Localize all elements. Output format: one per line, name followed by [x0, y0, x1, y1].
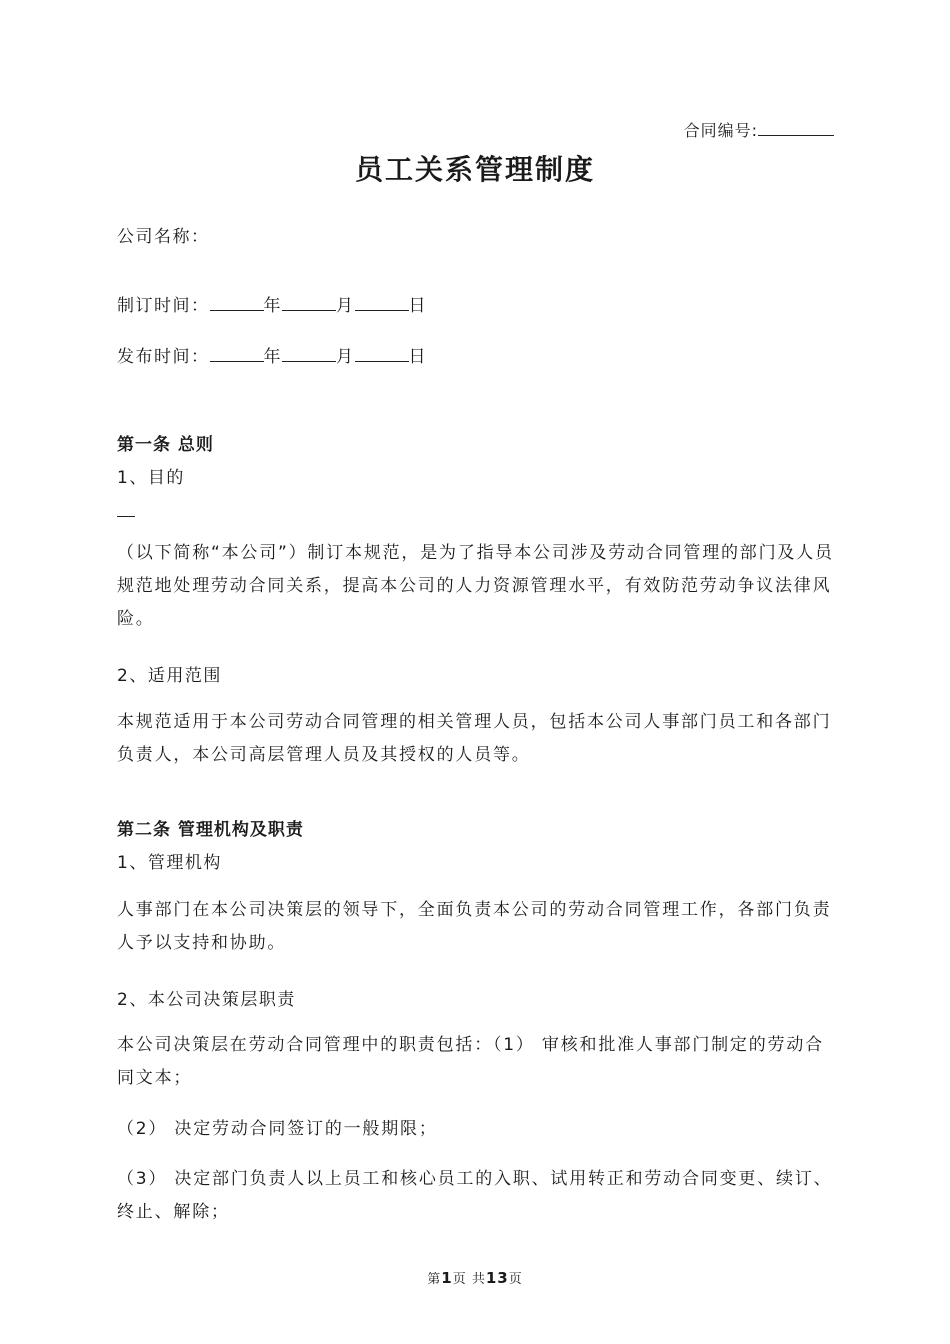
section-2-sub-2: 2、本公司决策层职责 [117, 990, 296, 1010]
section-1-paragraph-1: （以下简称“本公司”）制订本规范，是为了指导本公司涉及劳动合同管理的部门及人员规范地处理劳动合同关系，提高本公司的人力资源管理水平，有效防范劳动争议法律风险。 [117, 543, 834, 629]
day-label: 日 [408, 347, 427, 367]
year-blank [210, 347, 264, 362]
made-date-label: 制订时间： [117, 296, 210, 316]
section-2-paragraph-3: （2） 决定劳动合同签订的一般期限； [117, 1119, 438, 1139]
year-blank [210, 296, 264, 311]
footer-middle: 页 共 [452, 1272, 486, 1287]
year-label: 年 [263, 347, 282, 367]
contract-number-blank [758, 121, 834, 136]
month-blank [282, 347, 336, 362]
section-1-sub-1: 1、目的 [117, 468, 185, 488]
day-blank [355, 347, 409, 362]
publish-date-label: 发布时间： [117, 347, 210, 367]
document-title: 员工关系管理制度 [354, 153, 595, 186]
contract-number [684, 118, 834, 141]
month-blank [282, 296, 336, 311]
footer-page-number: 1 [441, 1269, 453, 1287]
publish-date-row [117, 342, 427, 367]
day-label: 日 [408, 296, 427, 316]
company-name-dash [117, 516, 135, 517]
footer-total-pages: 13 [485, 1269, 509, 1287]
section-1-sub-2: 2、适用范围 [117, 666, 222, 686]
month-label: 月 [336, 296, 355, 316]
month-label: 月 [336, 347, 355, 367]
footer-suffix: 页 [508, 1272, 523, 1287]
section-2-heading: 第二条 管理机构及职责 [117, 820, 304, 840]
section-2-paragraph-4: （3） 决定部门负责人以上员工和核心员工的入职、试用转正和劳动合同变更、续订、终止、解除； [117, 1169, 833, 1222]
section-2-paragraph-2: 本公司决策层在劳动合同管理中的职责包括：（1） 审核和批准人事部门制定的劳动合同文本； [117, 1035, 824, 1088]
made-date-row [117, 291, 427, 316]
section-1-heading: 第一条 总则 [117, 435, 214, 455]
contract-number-label: 合同编号: [683, 121, 758, 140]
year-label: 年 [263, 296, 282, 316]
day-blank [355, 296, 409, 311]
page-footer [0, 1268, 950, 1287]
section-2-paragraph-1: 人事部门在本公司决策层的领导下，全面负责本公司的劳动合同管理工作，各部门负责人予以支持和协助。 [117, 900, 832, 953]
company-name-label: 公司名称： [117, 227, 210, 247]
section-1-paragraph-2: 本规范适用于本公司劳动合同管理的相关管理人员，包括本公司人事部门员工和各部门负责人，本公司高层管理人员及其授权的人员等。 [117, 712, 832, 765]
footer-prefix: 第 [427, 1272, 442, 1287]
section-2-sub-1: 1、管理机构 [117, 853, 222, 873]
